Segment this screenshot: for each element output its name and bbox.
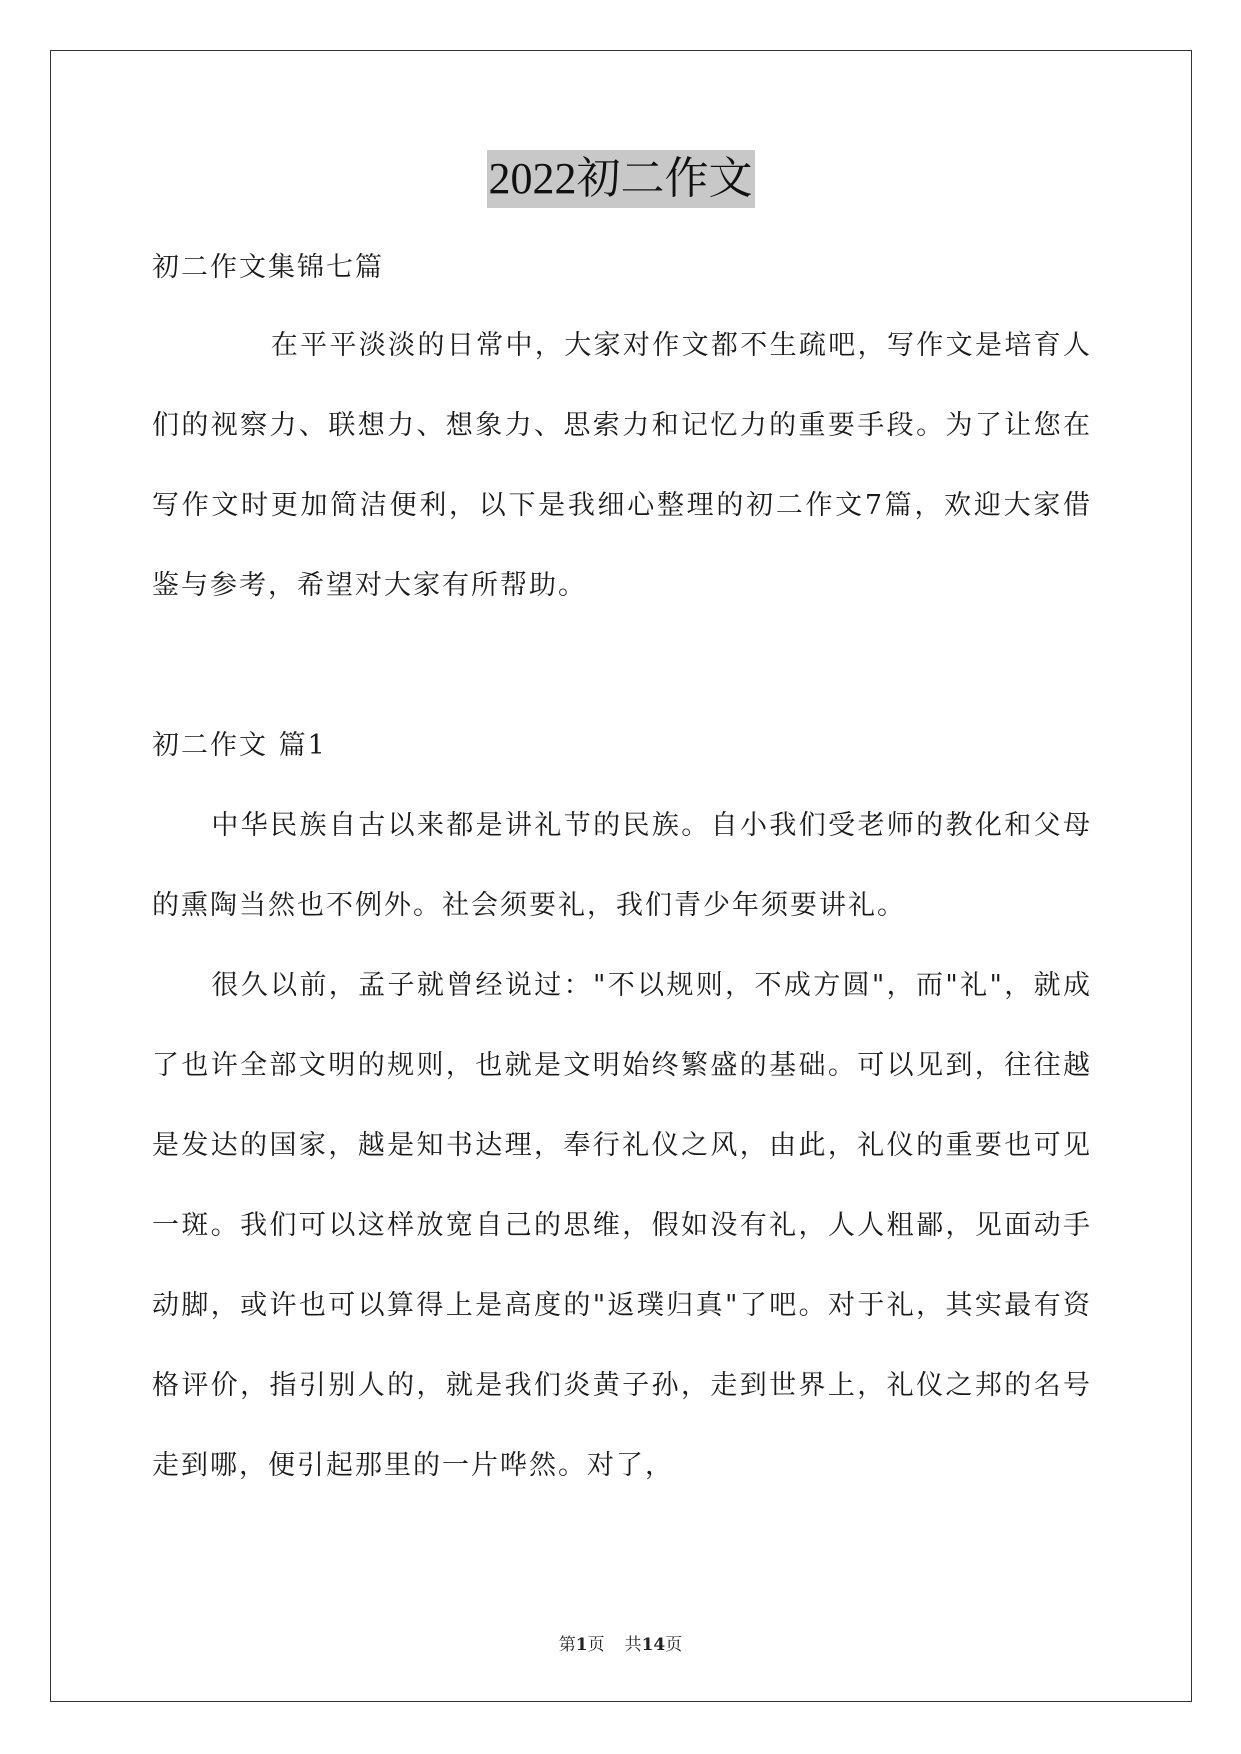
intro-paragraph: 在平平淡淡的日常中，大家对作文都不生疏吧，写作文是培育人们的视察力、联想力、想象力、思索力和记忆力的重要手段。为了让您在写作文时更加简洁便利，以下是我细心整理的初二作文7篇，欢迎大家借鉴与参考，希望对大家有所帮助。	[152, 330, 1092, 601]
total-prefix: 共	[624, 1635, 642, 1655]
page-number: 1	[575, 1635, 588, 1655]
title-container	[0, 150, 1241, 208]
document-body	[152, 240, 1092, 1506]
document-title: 2022初二作文	[487, 150, 755, 208]
body-paragraph-1: 中华民族自古以来都是讲礼节的民族。自小我们受老师的教化和父母的熏陶当然也不例外。社会须要礼，我们青少年须要讲礼。	[152, 810, 1092, 921]
total-pages: 14	[641, 1635, 666, 1655]
page-footer	[0, 1630, 1241, 1655]
body-paragraph-2: 很久以前，孟子就曾经说过："不以规则，不成方圆"，而"礼"，就成了也许全部文明的规则，也就是文明始终繁盛的基础。可以见到，往往越是发达的国家，越是知书达理，奉行礼仪之风，由此，礼仪的重要也可见一斑。我们可以这样放宽自己的思维，假如没有礼，人人粗鄙，见面动手动脚，或许也可以算得上是高度的"返璞归真"了吧。对于礼，其实最有资格评价，指引别人的，就是我们炎黄子孙，走到世界上，礼仪之邦的名号走到哪，便引起那里的一片哗然。对了，	[152, 970, 1092, 1481]
document-subtitle: 初二作文集锦七篇	[152, 252, 384, 283]
section-heading: 初二作文 篇1	[152, 730, 327, 761]
page-prefix: 第	[558, 1635, 576, 1655]
total-suffix: 页	[665, 1635, 683, 1655]
page-suffix: 页	[587, 1635, 605, 1655]
